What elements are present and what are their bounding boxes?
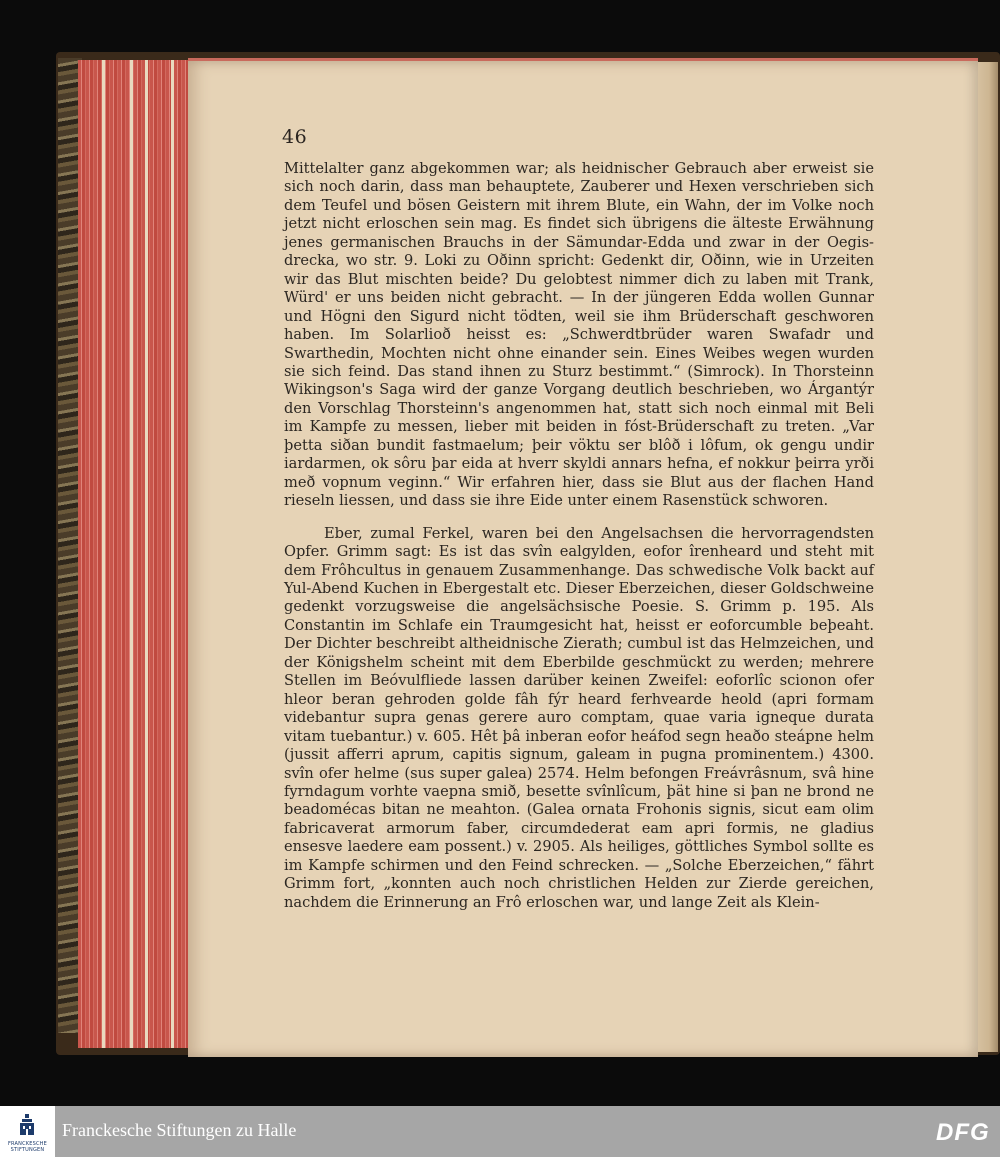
dfg-logo-icon[interactable]: DFG — [936, 1119, 990, 1146]
franckesche-stiftungen-logo-icon — [17, 1112, 37, 1138]
paragraph: Eber, zumal Ferkel, waren bei den Angelsachsen die hervorragendsten Opfer. Grimm sagt: Es ist das svîn ealgylden, eofor îrenheard und steht mit dem Frôhcultus in genauem Zusammenhange. Das schwedische Volk backt auf Yul-Abend Kuchen in Ebergestalt etc. Dieser Eberzeichen, dieser Goldschweine gedenkt vorzugsweise die angelsächsische Poesie. S. Grimm p. 195. Als Constantin im Schlafe ein Traumgesicht hat, heisst er eoforcumble beþeaht. Der Dichter beschreibt altheidnische Zierath; cumbul ist das Helmzeichen, und der Königshelm scheint mit dem Eberbilde geschmückt zu werden; mehrere Stellen im Beóvulfliede lassen darüber keinen Zweifel: eoforlîc scionon ofer hleor beran gehroden golde fâh fýr heard ferhvearde heold (apri formam videbantur supra genas gerere auro comptam, quae varia igneque durata vitam tuebantur.) v. 605. Hêt þâ inberan eofor heáfod segn heaðo steápne helm (jussit afferri aprum, capitis signum, galeam in pugna prominentem.) 4300. svîn ofer helme (sus super galea) 2574. Helm befongen Freávrâsnum, svâ hine fyrndagum vorhte vaepna smið, besette svînlîcum, þät hine si þan ne brond ne beadomécas bitan ne meahton. (Galea ornata Frohonis signis, sicut eam olim fabricaverat armorum faber, circumdederat eam apri formis, ne gladius ensesve laedere eam possent.) v. 2905. Als heiliges, göttliches Symbol sollte es im Kampfe schirmen und den Feind schrecken. — „Solche Eberzeichen,“ fährt Grimm fort, „konnten auch noch christlichen Helden zur Zierde gereichen, nachdem die Erinnerung an Frô erloschen war, und lange Zeit als Klein- — [284, 524, 874, 911]
paragraph: Mittelalter ganz abgekommen war; als heidnischer Gebrauch aber erweist sie sich noch darin, dass man behauptete, Zauberer und Hexen verschrieben sich dem Teufel und bösen Geistern mit ihrem Blute, ein Wahn, der im Volke noch jetzt nicht erloschen sein mag. Es findet sich übrigens die älteste Erwähnung jenes germanischen Brauchs in der Sämundar-Edda und zwar in der Oegis-drecka, wo str. 9. Loki zu Oðinn spricht: Gedenkt dir, Oðinn, wie in Urzeiten wir das Blut mischten beide? Du gelobtest nimmer dich zu laben mit Trank, Würd' er uns beiden nicht gebracht. — In der jüngeren Edda wollen Gunnar und Högni den Sigurd nicht tödten, weil sie ihm Brüderschaft geschworen haben. Im Solarlioð heisst es: „Schwerdtbrüder waren Swafadr und Swarthedin, Mochten nicht ohne einander sein. Eines Weibes wegen wurden sie sich feind. Das stand ihnen zu Sturz bestimmt.“ (Simrock). In Thorsteinn Wikingson's Saga wird der ganze Vorgang deutlich beschrieben, wo Árgantýr den Vorschlag Thorsteinn's angenommen hat, statt sich noch einmal mit Beli im Kampfe zu messen, lieber mit beiden in fóst-Brüderschaft zu treten. „Var þetta siðan bundit fastmaelum; þeir vöktu ser blôð i lôfum, ok gengu undir iardarmen, ok sôru þar eida at hverr skyldi annars hefna, ef nokkur þeirra yrði með vopnum veginn.“ Wir erfahren hier, dass sie Blut aus der flachen Hand rieseln liessen, und dass sie ihre Eide unter einem Rasenstück schworen. — [284, 160, 874, 510]
institution-logo[interactable] — [0, 1106, 55, 1157]
page-edges-block — [78, 60, 192, 1048]
page-text — [284, 160, 874, 912]
institution-title[interactable]: Franckesche Stiftungen zu Halle — [62, 1120, 297, 1140]
viewer-footer — [0, 1106, 1000, 1157]
institution-logo-text: FRANCKESCHE STIFTUNGEN — [7, 1141, 48, 1153]
page-right-edge — [976, 62, 998, 1052]
page-number: 46 — [282, 126, 308, 148]
